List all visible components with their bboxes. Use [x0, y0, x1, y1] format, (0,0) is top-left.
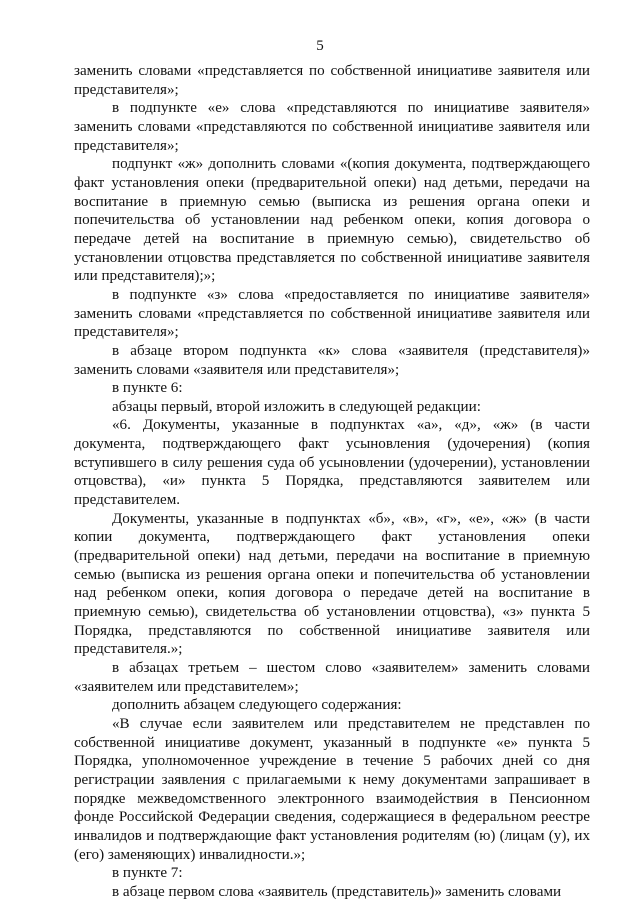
paragraph: в подпункте «з» слова «предоставляется по инициативе заявителя» заменить словами «представляется по собственной инициативе заявителя или представителя»;: [74, 286, 590, 341]
paragraph: в абзаце втором подпункта «к» слова «заявителя (представителя)» заменить словами «заявителя или представителя»;: [74, 342, 590, 378]
document-body: [74, 62, 590, 902]
paragraph: в абзацах третьем – шестом слово «заявителем» заменить словами «заявителем или представителем»;: [74, 660, 590, 695]
paragraph: в подпункте «е» слова «представляются по инициативе заявителя» заменить словами «представляются по собственной инициативе заявителя или представителя»;: [74, 100, 590, 154]
paragraph: в абзаце первом слова «заявитель (представитель)» заменить словами: [112, 883, 562, 900]
page-number: 5: [316, 38, 324, 54]
paragraph: заменить словами «представляется по собственной инициативе заявителя или представителя»;: [74, 63, 590, 98]
paragraph: дополнить абзацем следующего содержания:: [112, 697, 402, 714]
paragraph: «В случае если заявителем или представителем не представлен по собственной инициативе документ, указанный в подпункте «е» пункта 5 Порядка, уполномоченное учреждение в течение 5 рабочих дней со дня регистрации заявления с прилагаемыми к нему документами запрашивает в порядке межведомственного электронного взаимодействия в Пенсионном фонде Российской Федерации сведения, содержащиеся в федеральном реестре инвалидов и подтверждающие факт установления родителям (ю) (лицам (у), их (его) заменяющих) инвалидности.»;: [74, 715, 590, 863]
paragraph: в пункте 7:: [112, 865, 183, 882]
paragraph: подпункт «ж» дополнить словами «(копия документа, подтверждающего факт установления опеки (предварительной опеки) над детьми, передачи на воспитание в приемную семью (выписка из решения органа опеки и попечительства об установлении над ребенком опеки, копия договора о передаче детей на воспитание в приемную семью), свидетельство об установлении отцовства представляется по собственной инициативе заявителя или представителя);»;: [74, 156, 590, 285]
paragraph: абзацы первый, второй изложить в следующей редакции:: [112, 398, 481, 415]
paragraph: в пункте 6:: [112, 380, 183, 397]
paragraph: Документы, указанные в подпунктах «б», «в», «г», «е», «ж» (в части копии документа, подтверждающего факт установления опеки (предварительной опеки) над детьми, передачи на воспитание в приемную семью (выписка из решения органа опеки и попечительства об установлении над ребенком опеки, копия договора о передаче детей на воспитание в приемную семью), свидетельства об установлении отцовства), «з» пункта 5 Порядка, представляются по собственной инициативе заявителя или представителя.»;: [74, 510, 590, 658]
paragraph: «6. Документы, указанные в подпунктах «а», «д», «ж» (в части документа, подтверждающего факт усыновления (удочерения) (копия вступившего в силу решения суда об усыновлении (удочерении), установлении отцовства), «и» пункта 5 Порядка, представляются заявителем или представителем.: [74, 417, 590, 509]
